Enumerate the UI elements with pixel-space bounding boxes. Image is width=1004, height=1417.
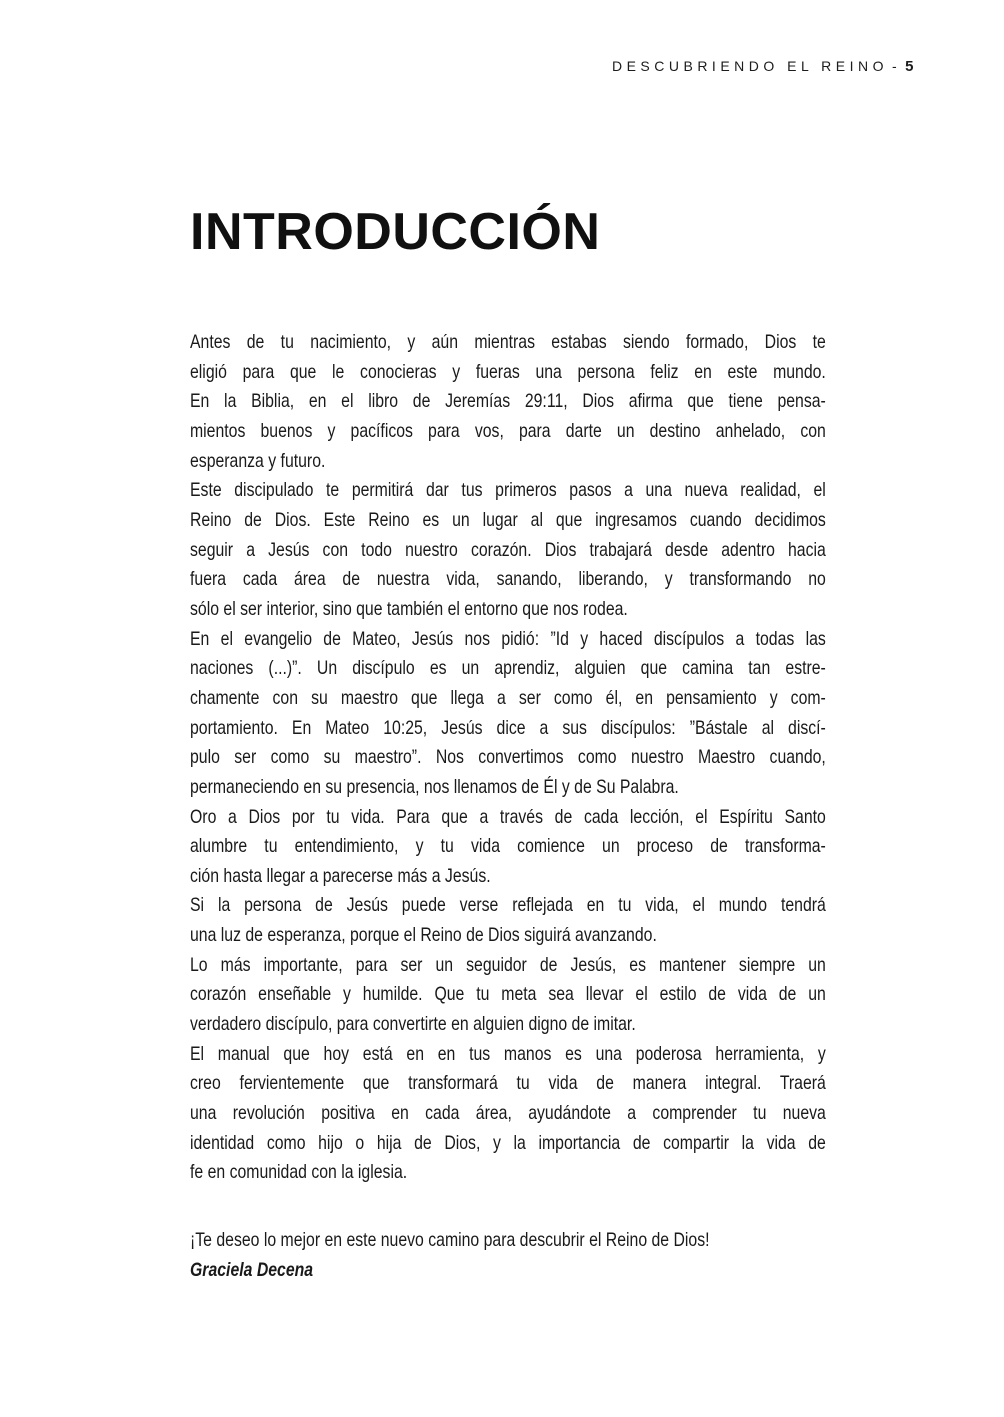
body-text-column (190, 328, 826, 1285)
body-line: una luz de esperanza, porque el Reino de Dios siguirá avanzando. (190, 924, 657, 947)
body-line: En la Biblia, en el libro de Jeremías 29:11, Dios afirma que tiene pensa- (190, 390, 826, 413)
body-line: Oro a Dios por tu vida. Para que a través de cada lección, el Espíritu Santo (190, 805, 826, 828)
body-line: fe en comunidad con la iglesia. (190, 1161, 408, 1184)
paragraphs (190, 328, 826, 1188)
body-line: fuera cada área de nuestra vida, sanando, liberando, y transformando no (190, 568, 826, 591)
body-line: Reino de Dios. Este Reino es un lugar al que ingresamos cuando decidimos (190, 508, 826, 531)
body-line: creo fervientemente que transformará tu vida de manera integral. Traerá (190, 1072, 826, 1095)
body-line: Este discipulado te permitirá dar tus primeros pasos a una nueva realidad, el (190, 479, 826, 502)
body-line: esperanza y futuro. (190, 449, 326, 472)
author-name: Graciela Decena (190, 1258, 314, 1281)
body-line: naciones (...)”. Un discípulo es un aprendiz, alguien que camina tan estre- (190, 657, 826, 680)
body-line: Lo más importante, para ser un seguidor de Jesús, es mantener siempre un (190, 953, 826, 976)
body-line: sólo el ser interior, sino que también el entorno que nos rodea. (190, 597, 628, 620)
running-header (612, 58, 918, 75)
body-line: chamente con su maestro que llega a ser como él, en pensamiento y com- (190, 686, 826, 709)
body-line: corazón enseñable y humilde. Que tu meta sea llevar el estilo de vida de un (190, 983, 826, 1006)
body-line: alumbre tu entendimiento, y tu vida comience un proceso de transforma- (190, 835, 826, 858)
closing-line: ¡Te deseo lo mejor en este nuevo camino para descubrir el Reino de Dios! (190, 1229, 710, 1252)
body-line: una revolución positiva en cada área, ayudándote a comprender tu nueva (190, 1102, 826, 1125)
running-header-title: DESCUBRIENDO EL REINO (611, 58, 888, 74)
body-line: eligió para que le conocieras y fueras una persona feliz en este mundo. (190, 360, 826, 383)
section-title: INTRODUCCIÓN (190, 203, 601, 261)
body-line: ción hasta llegar a parecerse más a Jesús. (190, 864, 491, 887)
body-line: mientos buenos y pacíficos para vos, para darte un destino anhelado, con (190, 419, 826, 442)
body-line: verdadero discípulo, para convertirte en alguien digno de imitar. (190, 1013, 636, 1036)
body-line: Si la persona de Jesús puede verse reflejada en tu vida, el mundo tendrá (190, 894, 826, 917)
paragraph-spacer (190, 1188, 826, 1226)
body-line: seguir a Jesús con todo nuestro corazón. Dios trabajará desde adentro hacia (190, 538, 826, 561)
body-line: pulo ser como su maestro”. Nos convertimos como nuestro Maestro cuando, (190, 746, 826, 769)
body-line: Antes de tu nacimiento, y aún mientras estabas siendo formado, Dios te (190, 331, 826, 353)
body-line: permaneciendo en su presencia, nos llenamos de Él y de Su Palabra. (190, 775, 679, 798)
body-line: El manual que hoy está en en tus manos es una poderosa herramienta, y (190, 1042, 826, 1065)
running-header-separator: - (891, 58, 902, 74)
page-number: 5 (905, 58, 918, 75)
body-line: portamiento. En Mateo 10:25, Jesús dice a sus discípulos: ”Bástale al discí- (190, 716, 826, 739)
body-line: En el evangelio de Mateo, Jesús nos pidió: ”Id y haced discípulos a todas las (190, 627, 826, 650)
body-line: identidad como hijo o hija de Dios, y la importancia de compartir la vida de (190, 1131, 826, 1154)
